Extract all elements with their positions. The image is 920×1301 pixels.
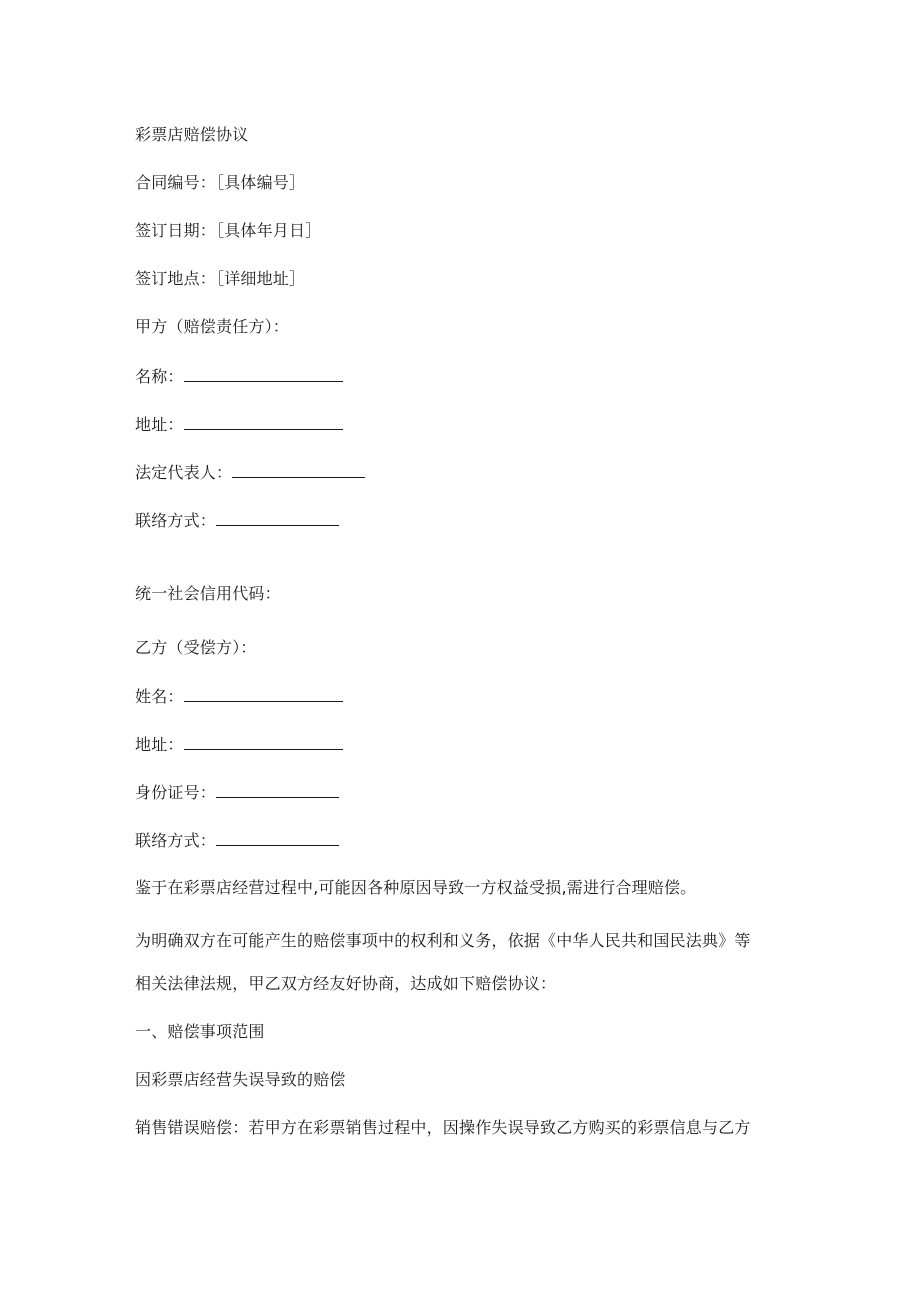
party-a-contact-row [135,510,339,531]
party-b-heading: 乙方（受偿方）： [135,638,257,657]
party-a-address-row [135,414,343,435]
party-a-legal-rep-row [135,462,365,483]
party-b-address-row [135,734,343,755]
party-a-address-label: 地址： [135,415,184,434]
party-b-name-blank [184,686,343,702]
party-a-name-blank [184,366,343,382]
party-b-id-label: 身份证号： [135,783,217,802]
party-a-contact-label: 联络方式： [135,511,217,530]
party-a-contact-blank [216,510,339,526]
document-title: 彩票店赔偿协议 [135,125,249,144]
party-a-legal-rep-blank [232,462,365,478]
party-b-address-label: 地址： [135,735,184,754]
party-b-contact-row [135,830,339,851]
preamble-paragraph-1: 鉴于在彩票店经营过程中,可能因各种原因导致一方权益受损,需进行合理赔偿。 [135,878,697,897]
party-a-name-row [135,366,343,387]
party-b-contact-label: 联络方式： [135,831,217,850]
sign-place: 签订地点：［详细地址］ [135,269,306,288]
party-b-id-blank [216,782,339,798]
party-b-address-blank [184,734,343,750]
preamble-paragraph-2-line-1: 为明确双方在可能产生的赔偿事项中的权利和义务，依据《中华人民共和国民法典》等 [135,931,751,950]
party-b-name-label: 姓名： [135,687,184,706]
party-a-legal-rep-label: 法定代表人： [135,463,233,482]
contract-number: 合同编号：［具体编号］ [135,173,306,192]
section-1-item: 销售错误赔偿：若甲方在彩票销售过程中，因操作失误导致乙方购买的彩票信息与乙方 [135,1118,751,1137]
party-a-name-label: 名称： [135,367,184,386]
party-a-heading: 甲方（赔偿责任方）： [135,317,290,336]
section-1-subheading: 因彩票店经营失误导致的赔偿 [135,1070,346,1089]
party-b-contact-blank [216,830,339,846]
section-1-heading: 一、赔偿事项范围 [135,1022,265,1041]
party-b-name-row [135,686,343,707]
party-a-address-blank [184,414,343,430]
party-a-credit-code: 统一社会信用代码： [135,584,281,603]
party-b-id-row [135,782,339,803]
preamble-paragraph-2-line-2: 相关法律法规，甲乙双方经友好协商，达成如下赔偿协议： [135,974,557,993]
sign-date: 签订日期：［具体年月日］ [135,221,322,240]
